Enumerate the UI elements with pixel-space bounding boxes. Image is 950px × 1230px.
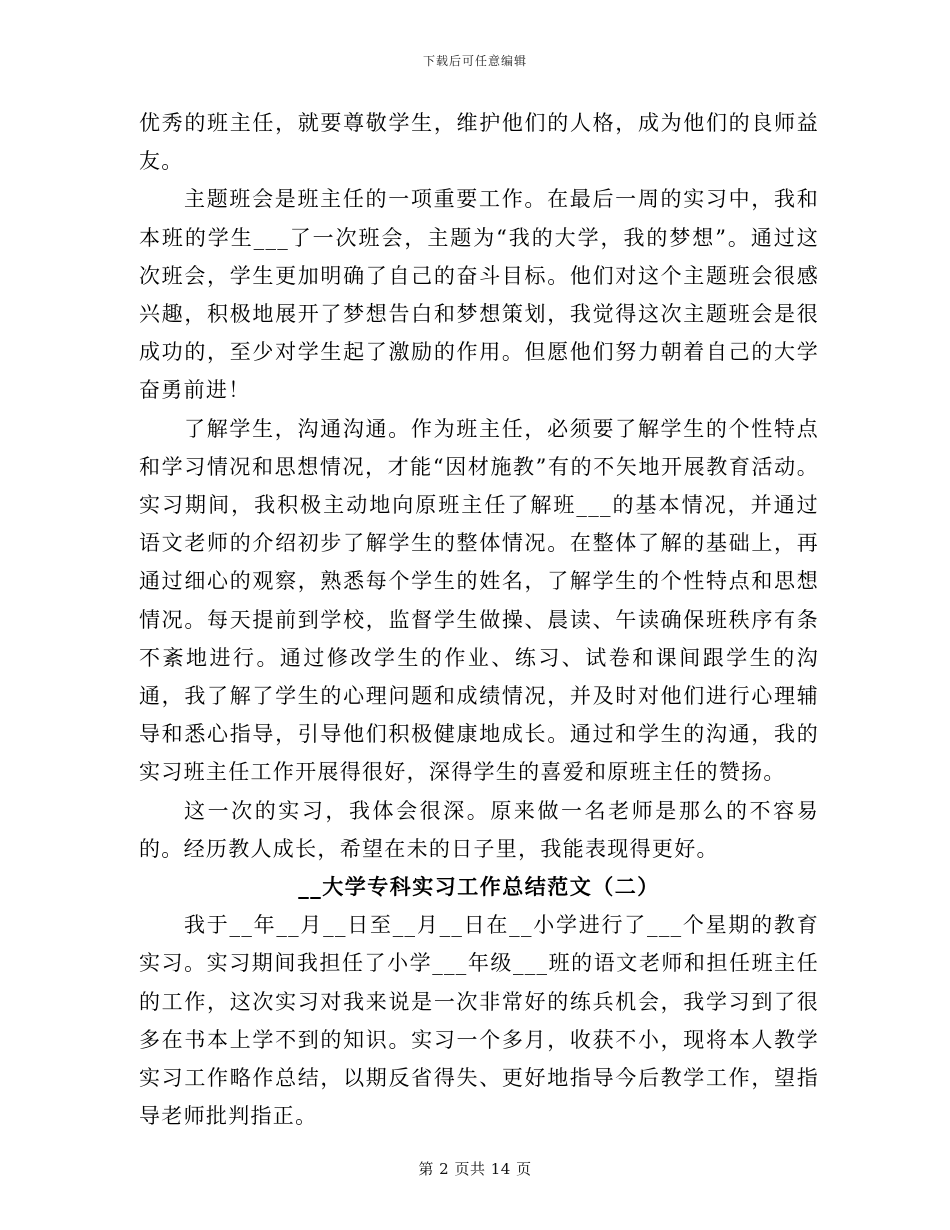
paragraph-3: 了解学生，沟通沟通。作为班主任，必须要了解学生的个性特点和学习情况和思想情况，才能“因材施教”有的不矢地开展教育活动。实习期间，我积极主动地向原班主任了解班___的基本情况，并通过语文老师的介绍初步了解学生的整体情况。在整体了解的基础上，再通过细心的观察，熟悉每个学生的姓名，了解学生的个性特点和思想情况。每天提前到学校，监督学生做操、晨读、午读确保班秩序有条不紊地进行。通过修改学生的作业、练习、试卷和课间跟学生的沟通，我了解了学生的心理问题和成绩情况，并及时对他们进行心理辅导和悉心指导，引导他们积极健康地成长。通过和学生的沟通，我的实习班主任工作开展得很好，深得学生的喜爱和原班主任的赞扬。: [139, 416, 819, 785]
section-title: __大学专科实习工作总结范文（二）: [298, 874, 660, 900]
document-body: [139, 104, 819, 1135]
page-number: 第 2 页共 14 页: [418, 1160, 532, 1178]
paragraph-2: 主题班会是班主任的一项重要工作。在最后一周的实习中，我和本班的学生___了一次班会，主题为“我的大学，我的梦想”。通过这次班会，学生更加明确了自己的奋斗目标。他们对这个主题班会很感兴趣，积极地展开了梦想告白和梦想策划，我觉得这次主题班会是很成功的，至少对学生起了激励的作用。但愿他们努力朝着自己的大学奋勇前进！: [139, 187, 819, 403]
paragraph-4: 这一次的实习，我体会很深。原来做一名老师是那么的不容易的。经历教人成长，希望在未的日子里，我能表现得更好。: [139, 798, 819, 861]
paragraph-1: 优秀的班主任，就要尊敬学生，维护他们的人格，成为他们的良师益友。: [139, 111, 819, 174]
paragraph-5: 我于__年__月__日至__月__日在__小学进行了___个星期的教育实习。实习期间我担任了小学___年级___班的语文老师和担任班主任的工作，这次实习对我来说是一次非常好的练兵机会，我学习到了很多在书本上学不到的知识。实习一个多月，收获不小，现将本人教学实习工作略作总结，以期反省得失、更好地指导今后教学工作，望指导老师批判指正。: [139, 913, 819, 1129]
header-note: 下载后可任意编辑: [422, 54, 527, 68]
